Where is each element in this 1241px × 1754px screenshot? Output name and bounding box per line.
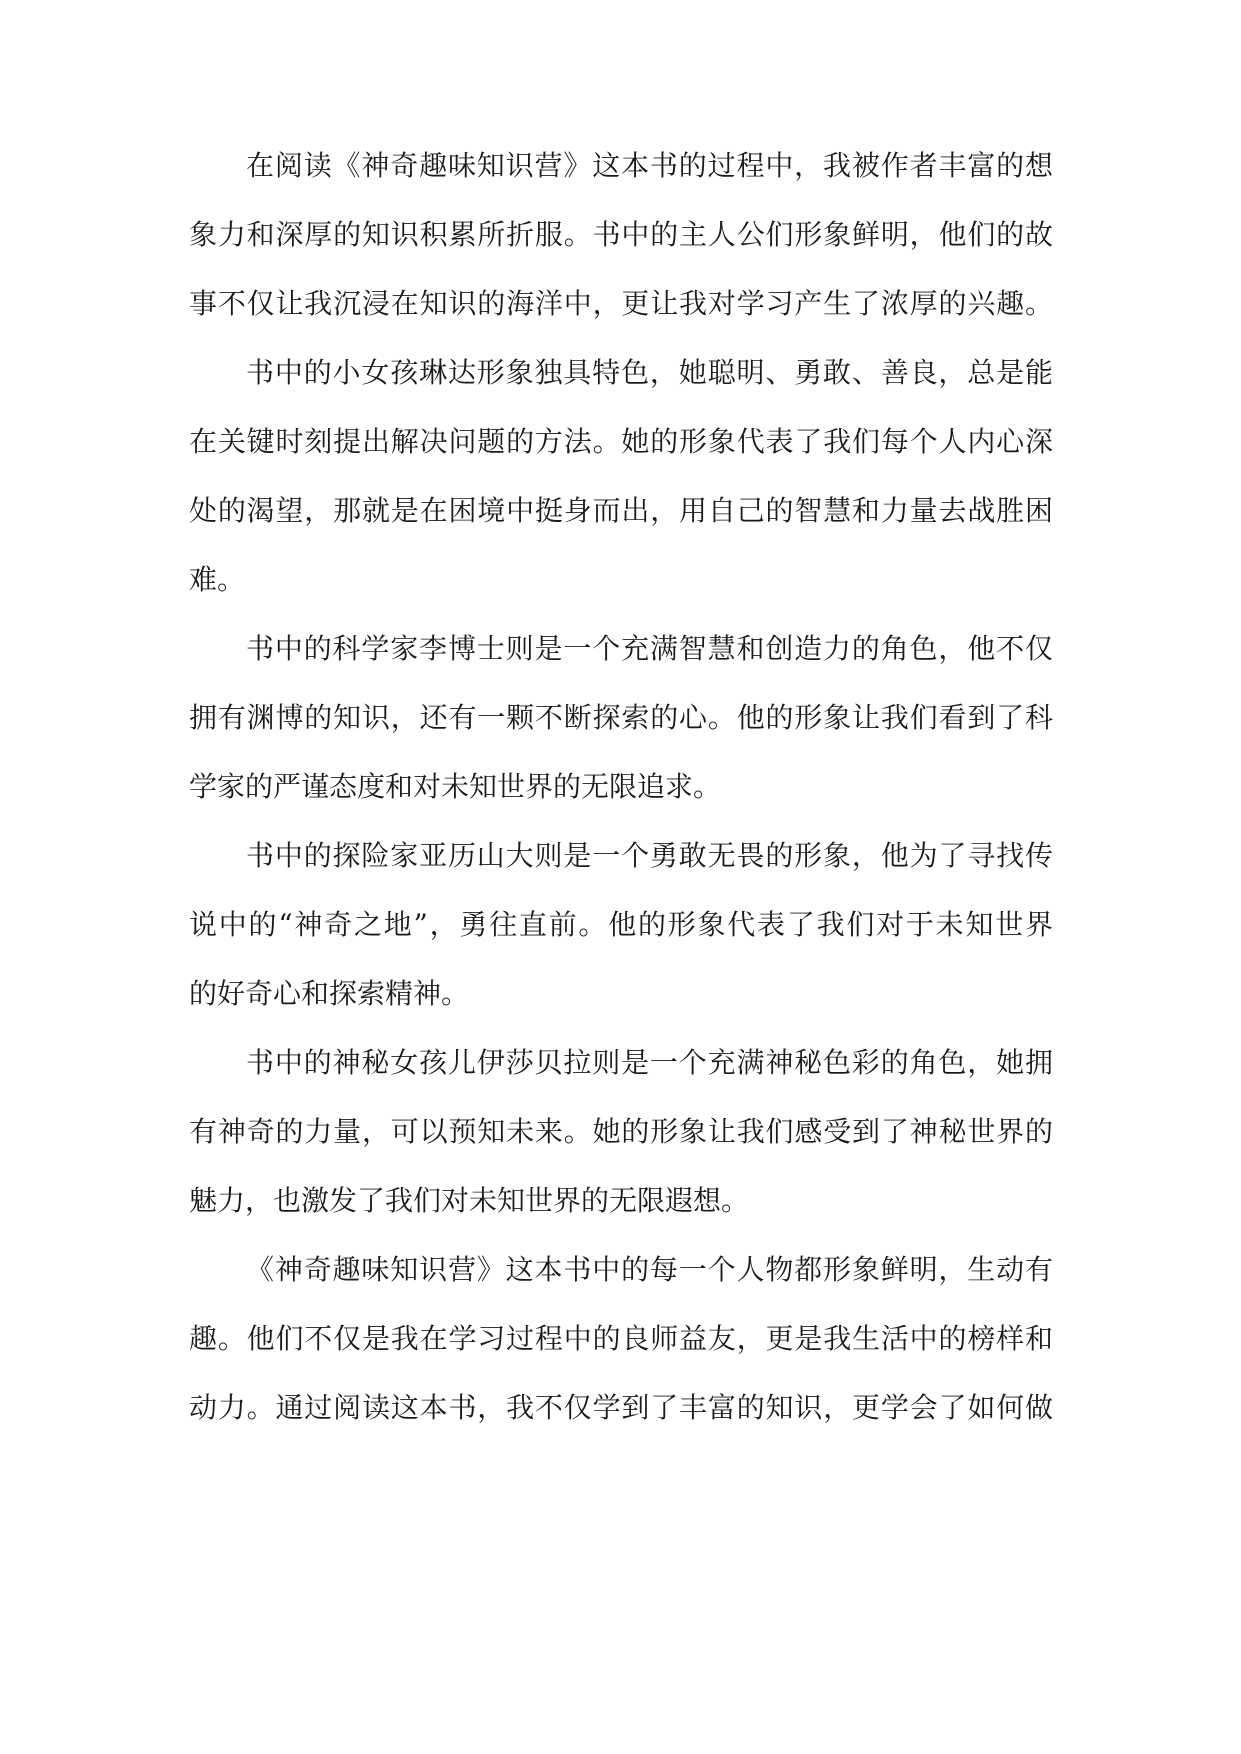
paragraph-4-line-3: 的好奇心和探索精神。 — [189, 977, 470, 1010]
paragraph-5-line-2: 有神奇的力量，可以预知未来。她的形象让我们感受到了神秘世界的 — [189, 1115, 1053, 1148]
paragraph-1-line-2: 象力和深厚的知识积累所折服。书中的主人公们形象鲜明，他们的故 — [189, 218, 1053, 251]
paragraph-2-line-2: 在关键时刻提出解决问题的方法。她的形象代表了我们每个人内心深 — [189, 425, 1053, 458]
paragraph-2-line-1: 书中的小女孩琳达形象独具特色，她聪明、勇敢、善良，总是能 — [246, 356, 1053, 389]
paragraph-2-line-4: 难。 — [189, 563, 246, 596]
paragraph-4-line-2: 说中的“神奇之地”，勇往直前。他的形象代表了我们对于未知世界 — [189, 908, 1053, 941]
paragraph-6-line-3: 动力。通过阅读这本书，我不仅学到了丰富的知识，更学会了如何做 — [189, 1391, 1053, 1424]
paragraph-2-line-3: 处的渴望，那就是在困境中挺身而出，用自己的智慧和力量去战胜困 — [189, 494, 1053, 527]
paragraph-3-line-3: 学家的严谨态度和对未知世界的无限追求。 — [189, 770, 722, 803]
paragraph-4-line-1: 书中的探险家亚历山大则是一个勇敢无畏的形象，他为了寻找传 — [246, 839, 1053, 872]
paragraph-5-line-3: 魅力，也激发了我们对未知世界的无限遐想。 — [189, 1184, 750, 1217]
paragraph-6-line-1: 《神奇趣味知识营》这本书中的每一个人物都形象鲜明，生动有 — [246, 1253, 1053, 1286]
paragraph-6-line-2: 趣。他们不仅是我在学习过程中的良师益友，更是我生活中的榜样和 — [189, 1322, 1053, 1355]
paragraph-5-line-1: 书中的神秘女孩儿伊莎贝拉则是一个充满神秘色彩的角色，她拥 — [246, 1046, 1053, 1079]
paragraph-1-line-3: 事不仅让我沉浸在知识的海洋中，更让我对学习产生了浓厚的兴趣。 — [189, 287, 1053, 320]
paragraph-1-line-1: 在阅读《神奇趣味知识营》这本书的过程中，我被作者丰富的想 — [246, 149, 1053, 182]
paragraph-3-line-2: 拥有渊博的知识，还有一颗不断探索的心。他的形象让我们看到了科 — [189, 701, 1053, 734]
paragraph-3-line-1: 书中的科学家李博士则是一个充满智慧和创造力的角色，他不仅 — [246, 632, 1053, 665]
